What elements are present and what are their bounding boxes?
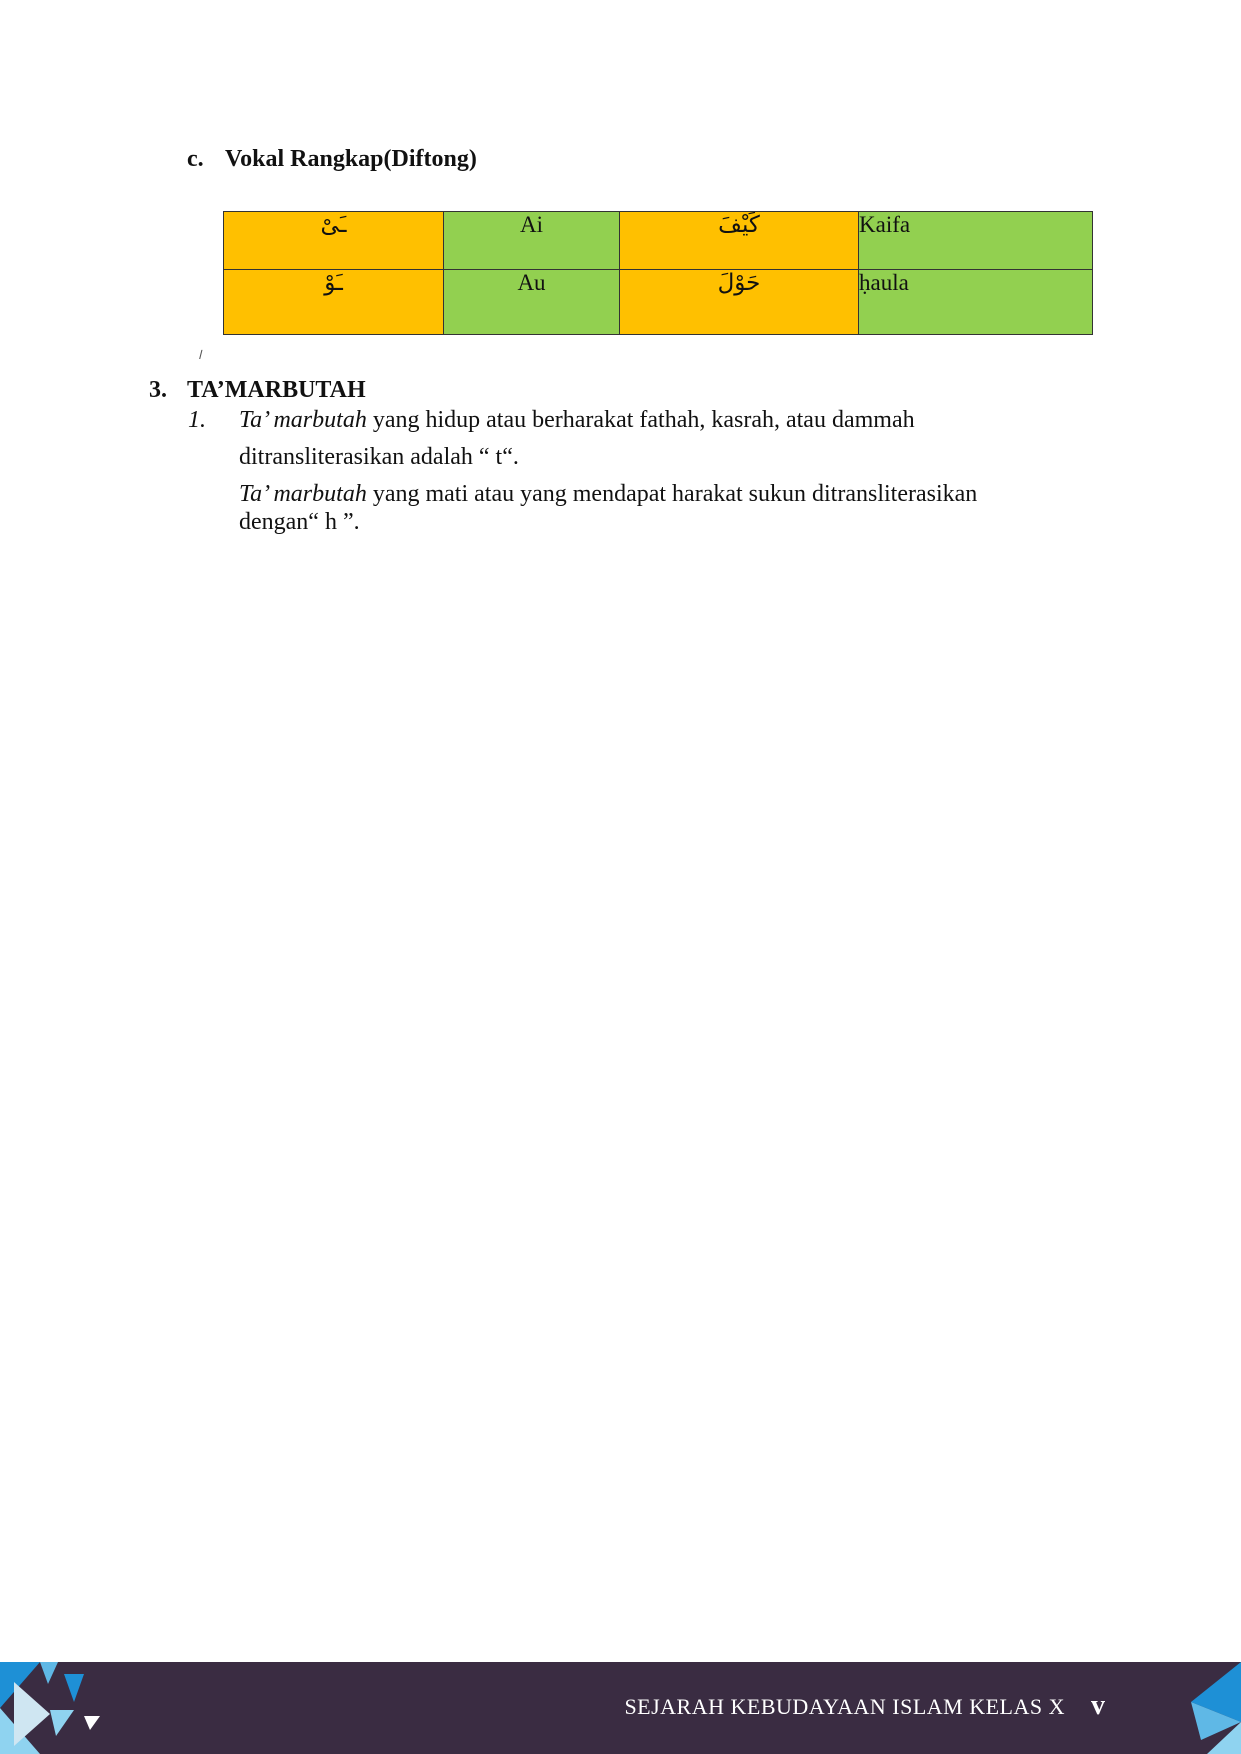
footer-band [0, 1662, 1241, 1754]
arabic-sign-cell: ـَوْ [224, 270, 444, 335]
item-text: yang hidup atau berharakat fathah, kasrah, atau dammah [366, 407, 915, 433]
section-c-heading [187, 146, 477, 173]
list-item [188, 407, 915, 435]
right-triangles-decoration [1161, 1662, 1241, 1754]
diftong-table [223, 211, 1093, 335]
stray-mark: ا [198, 348, 202, 362]
footer-book-title: SEJARAH KEBUDAYAAN ISLAM KELAS X [624, 1694, 1065, 1719]
item-term: Ta’ marbutah [239, 481, 367, 507]
list-item-continuation: ditransliterasikan adalah “ t“. [239, 444, 519, 470]
table-row [224, 212, 1093, 270]
section-3-number: 3. [149, 377, 167, 403]
example-arabic-cell: حَوْلَ [620, 270, 859, 335]
section-c-marker: c. [187, 146, 204, 172]
example-latin-cell: Kaifa [859, 212, 1093, 270]
item-term: Ta’ marbutah [239, 407, 367, 433]
table-row [224, 270, 1093, 335]
arabic-sign-cell: ـَىْ [224, 212, 444, 270]
example-arabic-cell: كَيْفَ [620, 212, 859, 270]
left-triangles-decoration [0, 1662, 110, 1754]
latin-cell: Ai [444, 212, 620, 270]
section-3-heading [149, 377, 366, 404]
section-3-title: TA’MARBUTAH [187, 377, 366, 403]
list-item [239, 481, 1039, 536]
page-number: v [1091, 1690, 1105, 1721]
example-latin-cell: ḥaula [859, 270, 1093, 335]
item-number: 1. [188, 407, 206, 433]
item-text: yang mati atau yang mendapat harakat sukun ditransliterasikan dengan“ h ”. [239, 481, 978, 535]
section-c-title: Vokal Rangkap(Diftong) [225, 146, 477, 172]
latin-cell: Au [444, 270, 620, 335]
